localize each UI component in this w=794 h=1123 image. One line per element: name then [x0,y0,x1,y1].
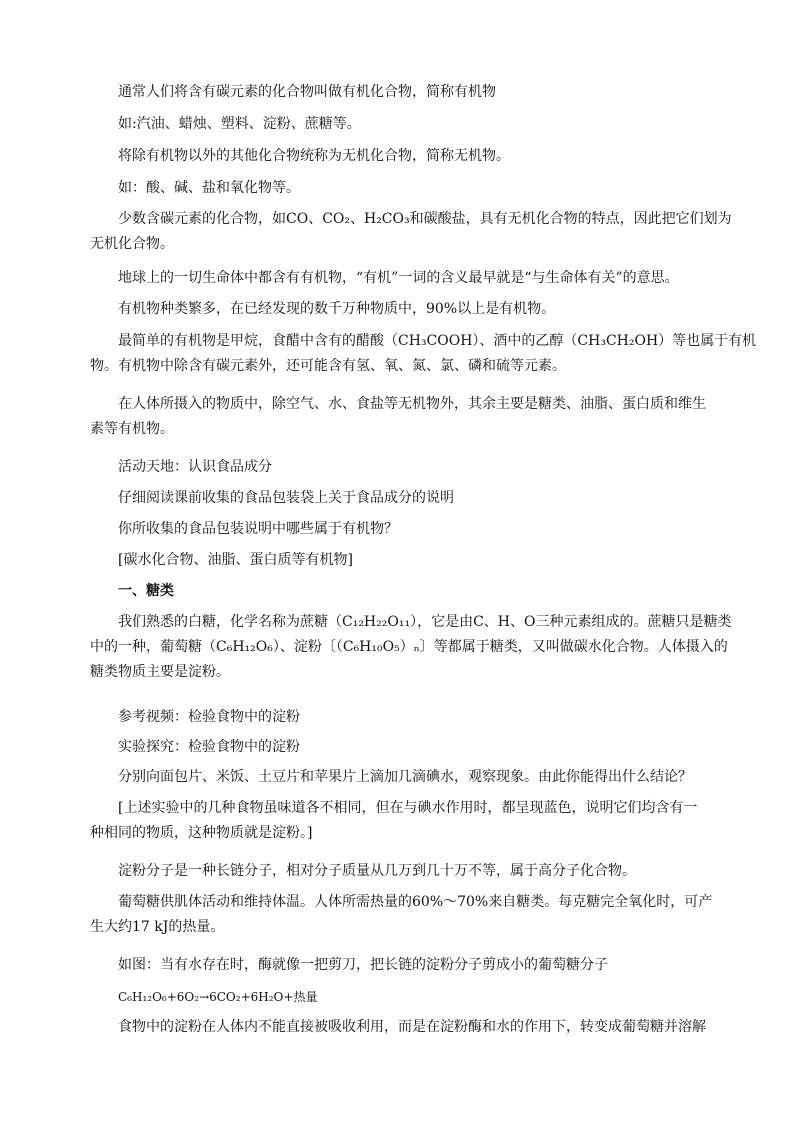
line: 最简单的有机物是甲烷，食醋中含有的醋酸（CH₃COOH）、酒中的乙醇（CH₃CH₂OH）等也属于有机 [118,333,757,349]
line: 如:汽油、蜡烛、塑料、淀粉、蔗糖等。 [118,116,361,132]
line: 种相同的物质，这种物质就是淀粉。] [90,825,313,841]
line: 葡萄糖供肌体活动和维持体温。人体所需热量的60%～70%来自糖类。每克糖完全氧化时，可产 [118,894,713,910]
paragraph-experiment-title [90,735,710,760]
paragraph-starch-molecule [90,859,710,884]
line: 分别向面包片、米饭、土豆片和苹果片上滴加几滴碘水，观察现象。由此你能得出什么结论？ [118,769,692,785]
paragraph-reference-video [90,705,710,730]
line: 物。有机物中除含有碳元素外，还可能含有氢、氧、氮、氯、磷和硫等元素。 [90,358,566,374]
line: 地球上的一切生命体中都含有有机物，“有机”一词的含义最早就是“与生命体有关”的意思。 [118,270,679,286]
paragraph-organic-examples [90,112,710,137]
line: 你所收集的食品包装说明中哪些属于有机物？ [118,521,398,537]
paragraph-inorganic-definition [90,144,710,169]
line: C₆H₁₂O₆+6O₂→6CO₂+6H₂O+热量 [118,990,318,1004]
paragraph-experiment-result [90,796,710,846]
paragraph-human-intake [90,392,710,442]
paragraph-organic-definition [90,80,710,105]
paragraph-sucrose [90,610,732,685]
paragraph-life-organic [90,266,710,291]
line: 少数含碳元素的化合物，如CO、CO₂、H₂CO₃和碳酸盐，具有无机化合物的特点，因此把它们划为 [118,211,732,227]
paragraph-starch-digestion [90,1015,710,1040]
paragraph-glucose-energy [90,890,713,940]
line: 中的一种，葡萄糖（C₆H₁₂O₆）、淀粉〔（C₆H₁₀O₅）ₙ〕等都属于糖类，又叫做碳水化合物。人体摄入的 [90,639,728,655]
line: 无机化合物。 [90,236,174,252]
line: 在人体所摄入的物质中，除空气、水、食盐等无机物外，其余主要是糖类、油脂、蛋白质和维生 [118,396,706,412]
line: 我们熟悉的白糖，化学名称为蔗糖（C₁₂H₂₂O₁₁），它是由C、H、O三种元素组成的。蔗糖只是糖类 [118,614,732,630]
line: 有机物种类繁多，在已经发现的数千万种物质中，90%以上是有机物。 [118,301,556,317]
paragraph-organic-variety [90,297,710,322]
line: 活动天地：认识食品成分 [118,459,272,475]
line: 生大约17 kJ的热量。 [90,919,225,935]
line: 糖类物质主要是淀粉。 [90,664,230,680]
line: 参考视频：检验食物中的淀粉 [118,709,300,725]
paragraph-simplest-organic [90,329,757,379]
line: 仔细阅读课前收集的食品包装袋上关于食品成分的说明 [118,490,454,506]
line: 如：酸、碱、盐和氧化物等。 [118,180,300,196]
line: 通常人们将含有碳元素的化合物叫做有机化合物，简称有机物 [118,84,496,100]
line: 素等有机物。 [90,421,174,437]
paragraph-carbon-compounds [90,207,732,257]
paragraph-inorganic-examples [90,176,710,201]
line: 将除有机物以外的其他化合物统称为无机化合物，简称无机物。 [118,148,510,164]
paragraph-enzyme-figure [90,953,710,978]
line: [碳水化合物、油脂、蛋白质等有机物] [118,552,353,568]
chemical-equation [90,985,710,1010]
line: 实验探究：检验食物中的淀粉 [118,739,300,755]
line: [上述实验中的几种食物虽味道各不相同，但在与碘水作用时，都呈现蓝色，说明它们均含有一 [118,800,698,816]
paragraph-activity-title [90,455,710,480]
line: 如图：当有水存在时，酶就像一把剪刀，把长链的淀粉分子剪成小的葡萄糖分子 [118,957,608,973]
section-heading-sugars [90,579,710,604]
paragraph-experiment-steps [90,765,710,790]
line: 淀粉分子是一种长链分子，相对分子质量从几万到几十万不等，属于高分子化合物。 [118,863,636,879]
paragraph-activity-instruction [90,486,710,511]
line: 食物中的淀粉在人体内不能直接被吸收利用，而是在淀粉酶和水的作用下，转变成葡萄糖并溶解 [118,1019,706,1035]
paragraph-activity-answer [90,548,710,573]
line: 一、糖类 [118,583,174,599]
paragraph-activity-question [90,517,710,542]
